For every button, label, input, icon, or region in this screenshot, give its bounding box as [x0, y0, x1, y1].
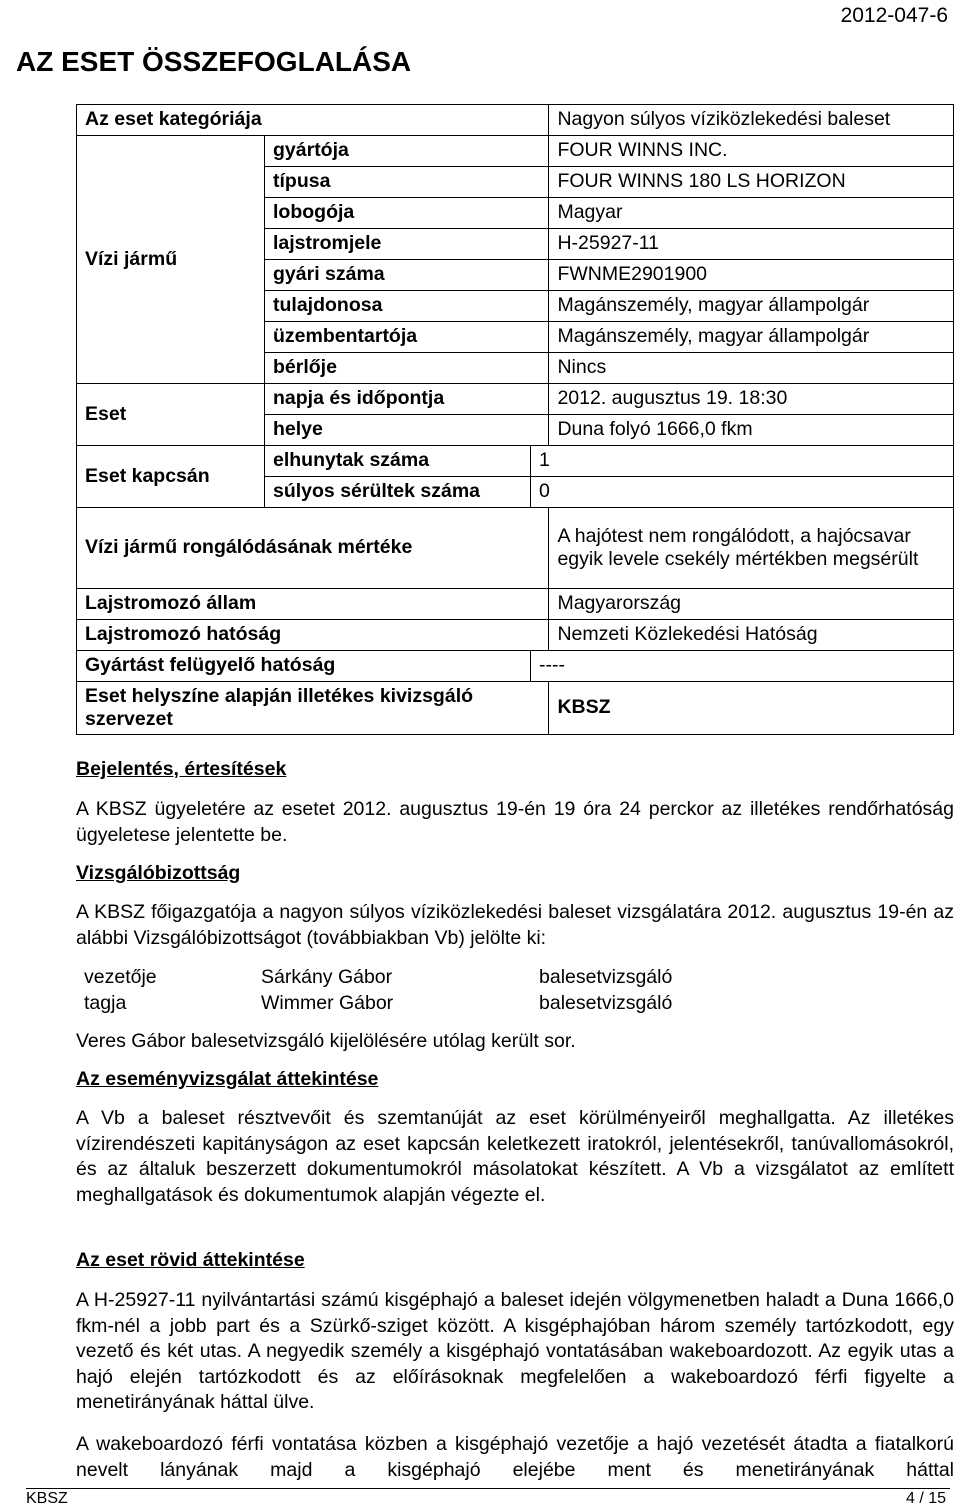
section-heading-overview: Az eseményvizsgálat áttekintése — [76, 1068, 379, 1090]
event-row-value: 2012. augusztus 19. 18:30 — [549, 384, 954, 415]
damage-value: A hajótest nem rongálódott, a hajócsavar egyik levele csekély mértékben megsérült — [549, 508, 954, 589]
event-row-label: napja és időpontja — [265, 384, 549, 415]
member-name: Wimmer Gábor — [261, 992, 394, 1014]
category-label: Az eset kategóriája — [77, 105, 549, 136]
vessel-row-label: tulajdonosa — [265, 291, 549, 322]
committee-note: Veres Gábor balesetvizsgáló kijelölésére utólag került sor. — [76, 1030, 576, 1052]
event-label: Eset — [77, 384, 265, 446]
brief-paragraph-2: A wakeboardozó férfi vontatása közben a kisgéphajó vezetője a hajó vezetését átadta a fiatalkorú nevelt lányának majd a kisgéphajó elejébe ment és menetirányának háttal — [76, 1433, 954, 1481]
investigator-value: KBSZ — [549, 682, 954, 735]
table-row — [77, 446, 954, 477]
vessel-row-label: lajstromjele — [265, 229, 549, 260]
table-row — [77, 651, 954, 682]
vessel-row-value: Magánszemély, magyar állampolgár — [549, 291, 954, 322]
section-heading-committee: Vizsgálóbizottság — [76, 862, 241, 884]
table-row — [77, 682, 954, 735]
list-item — [84, 964, 672, 990]
page-number: 4 / 15 — [905, 1490, 946, 1507]
reg-authority-value: Nemzeti Közlekedési Hatóság — [549, 620, 954, 651]
page-title: AZ ESET ÖSSZEFOGLALÁSA — [16, 46, 412, 77]
reg-state-label: Lajstromozó állam — [77, 589, 549, 620]
table-row — [77, 105, 954, 136]
report-paragraph: A KBSZ ügyeletére az esetet 2012. augusztus 19-én 19 óra 24 perckor az illetékes rendőrhatóság ügyeletese jelentette be. — [76, 798, 954, 846]
vessel-row-label: gyártója — [265, 136, 549, 167]
vessel-row-label: típusa — [265, 167, 549, 198]
section-heading-report: Bejelentés, értesítések — [76, 758, 287, 780]
related-row-label: súlyos sérültek száma — [265, 477, 531, 508]
reg-authority-label: Lajstromozó hatóság — [77, 620, 549, 651]
section-heading-brief: Az eset rövid áttekintése — [76, 1249, 305, 1271]
vessel-row-value: H-25927-11 — [549, 229, 954, 260]
related-row-value: 1 — [531, 446, 954, 477]
member-role: vezetője — [84, 966, 157, 988]
related-row-value: 0 — [531, 477, 954, 508]
summary-table — [76, 104, 954, 735]
mfg-authority-value: ---- — [531, 651, 954, 682]
vessel-row-value: FOUR WINNS 180 LS HORIZON — [549, 167, 954, 198]
reg-state-value: Magyarország — [549, 589, 954, 620]
category-value: Nagyon súlyos víziközlekedési baleset — [549, 105, 954, 136]
vessel-row-value: Magyar — [549, 198, 954, 229]
event-row-label: helye — [265, 415, 549, 446]
committee-members — [84, 964, 672, 1016]
related-row-label: elhunytak száma — [265, 446, 531, 477]
damage-label: Vízi jármű rongálódásának mértéke — [77, 508, 549, 589]
table-row — [77, 136, 954, 167]
vessel-label: Vízi jármű — [77, 136, 265, 384]
vessel-row-label: üzembentartója — [265, 322, 549, 353]
footer-divider — [26, 1488, 950, 1489]
table-row — [77, 589, 954, 620]
related-label: Eset kapcsán — [77, 446, 265, 508]
overview-paragraph: A Vb a baleset résztvevőit és szemtanúját az eset körülményeiről meghallgatta. Az illetékes vízirendészeti kapitányságon az eset kapcsán keletkezett iratokról, jelentésekről, tanúvallomásokról, és az általuk beszerzett dokumentumokról másolatokat készített. A Vb a vizsgálatot az említett meghallgatások és dokumentumok alapján végezte el. — [76, 1107, 954, 1206]
member-title: balesetvizsgáló — [539, 992, 673, 1014]
member-title: balesetvizsgáló — [539, 966, 673, 988]
event-row-value: Duna folyó 1666,0 fkm — [549, 415, 954, 446]
vessel-row-label: lobogója — [265, 198, 549, 229]
vessel-row-label: gyári száma — [265, 260, 549, 291]
committee-paragraph: A KBSZ főigazgatója a nagyon súlyos víziközlekedési baleset vizsgálatára 2012. augusztus 19-én az alábbi Vizsgálóbizottságot (továbbiakban Vb) jelölte ki: — [76, 901, 954, 949]
table-row — [77, 384, 954, 415]
footer-org: KBSZ — [26, 1490, 68, 1507]
vessel-row-value: Nincs — [549, 353, 954, 384]
brief-paragraph-1: A H-25927-11 nyilvántartási számú kisgéphajó a baleset idején völgymenetben haladt a Duna 1666,0 fkm-nél a jobb part és a Szürkő-sziget között. A kisgéphajóban három személy tartózkodott, egy vezető és két utas. A negyedik személy a kisgéphajó vontatásában wakeboardozott. Az egyik utas a hajó elején tartózkodott és az előírásoknak megfelelően a wakeboardozó férfi figyelte a menetirányának háttal ülve. — [76, 1289, 954, 1413]
member-name: Sárkány Gábor — [261, 966, 393, 988]
table-row — [77, 620, 954, 651]
member-role: tagja — [84, 992, 127, 1014]
vessel-row-value: FOUR WINNS INC. — [549, 136, 954, 167]
list-item — [84, 990, 672, 1016]
mfg-authority-label: Gyártást felügyelő hatóság — [77, 651, 531, 682]
vessel-row-value: Magánszemély, magyar állampolgár — [549, 322, 954, 353]
vessel-row-value: FWNME2901900 — [549, 260, 954, 291]
doc-id: 2012-047-6 — [840, 4, 948, 27]
vessel-row-label: bérlője — [265, 353, 549, 384]
table-row — [77, 508, 954, 589]
investigator-label: Eset helyszíne alapján illetékes kivizsgáló szervezet — [77, 682, 549, 735]
